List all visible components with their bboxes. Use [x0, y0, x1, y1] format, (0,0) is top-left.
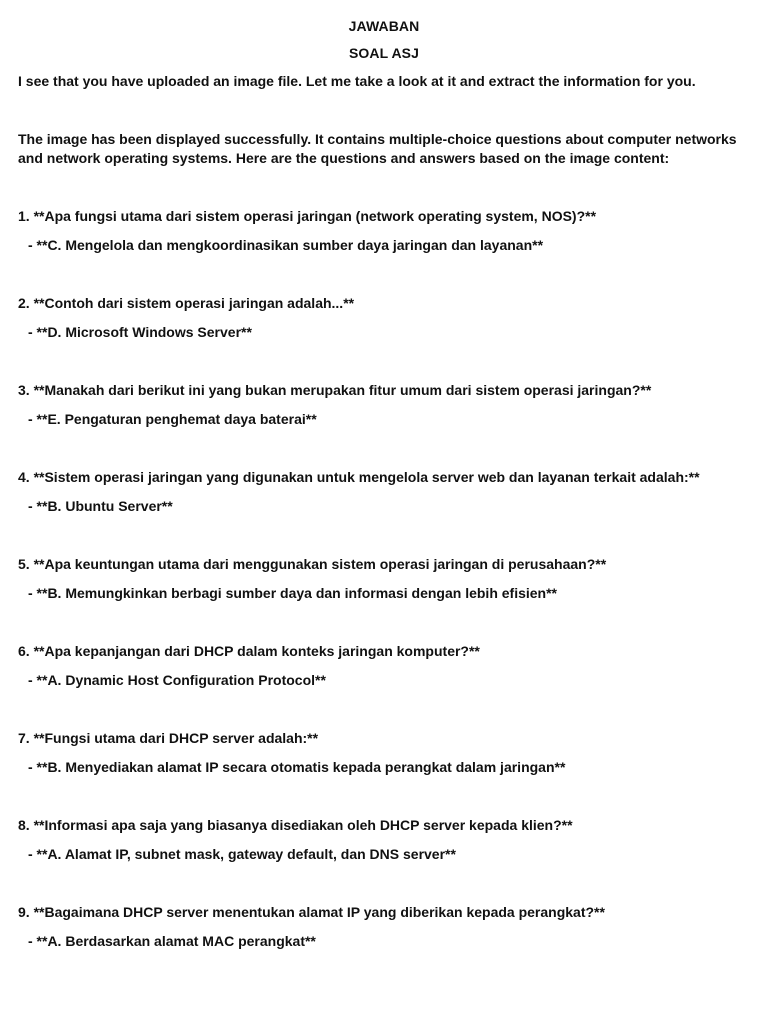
- question-5: 5. **Apa keuntungan utama dari menggunakan sistem operasi jaringan di perusahaan?**: [18, 556, 607, 572]
- answer-4: - **B. Ubuntu Server**: [28, 498, 173, 514]
- answer-1: - **C. Mengelola dan mengkoordinasikan sumber daya jaringan dan layanan**: [28, 237, 544, 253]
- qa-item-3: [18, 381, 753, 429]
- question-3: 3. **Manakah dari berikut ini yang bukan merupakan fitur umum dari sistem operasi jaringan?**: [18, 382, 652, 398]
- qa-item-2: [18, 294, 753, 342]
- qa-item-1: [18, 207, 753, 255]
- question-6: 6. **Apa kepanjangan dari DHCP dalam konteks jaringan komputer?**: [18, 643, 480, 659]
- qa-item-9: [18, 903, 753, 951]
- answer-9: - **A. Berdasarkan alamat MAC perangkat**: [28, 933, 316, 949]
- answer-2: - **D. Microsoft Windows Server**: [28, 324, 252, 340]
- question-2: 2. **Contoh dari sistem operasi jaringan adalah...**: [18, 295, 355, 311]
- answer-3: - **E. Pengaturan penghemat daya baterai**: [28, 411, 317, 427]
- document-title: JAWABAN: [348, 18, 420, 34]
- intro-paragraph-2: The image has been displayed successfully. It contains multiple-choice questions about computer networks and network operating systems. Here are the questions and answers based on the image content:: [18, 131, 737, 166]
- answer-7: - **B. Menyediakan alamat IP secara otomatis kepada perangkat dalam jaringan**: [28, 759, 566, 775]
- answer-5: - **B. Memungkinkan berbagi sumber daya dan informasi dengan lebih efisien**: [28, 585, 558, 601]
- question-9: 9. **Bagaimana DHCP server menentukan alamat IP yang diberikan kepada perangkat?**: [18, 904, 605, 920]
- question-8: 8. **Informasi apa saja yang biasanya disediakan oleh DHCP server kepada klien?**: [18, 817, 573, 833]
- answer-8: - **A. Alamat IP, subnet mask, gateway default, dan DNS server**: [28, 846, 456, 862]
- intro-paragraph-1: I see that you have uploaded an image file. Let me take a look at it and extract the information for you.: [18, 73, 696, 89]
- question-4: 4. **Sistem operasi jaringan yang digunakan untuk mengelola server web dan layanan terkait adalah:**: [18, 469, 700, 485]
- question-7: 7. **Fungsi utama dari DHCP server adalah:**: [18, 730, 319, 746]
- qa-item-5: [18, 555, 753, 603]
- qa-item-4: [18, 468, 753, 516]
- document-subtitle: SOAL ASJ: [348, 45, 420, 61]
- answer-6: - **A. Dynamic Host Configuration Protocol**: [28, 672, 326, 688]
- question-1: 1. **Apa fungsi utama dari sistem operasi jaringan (network operating system, NOS)?**: [18, 208, 597, 224]
- qa-item-7: [18, 729, 753, 777]
- qa-item-8: [18, 816, 753, 864]
- qa-item-6: [18, 642, 753, 690]
